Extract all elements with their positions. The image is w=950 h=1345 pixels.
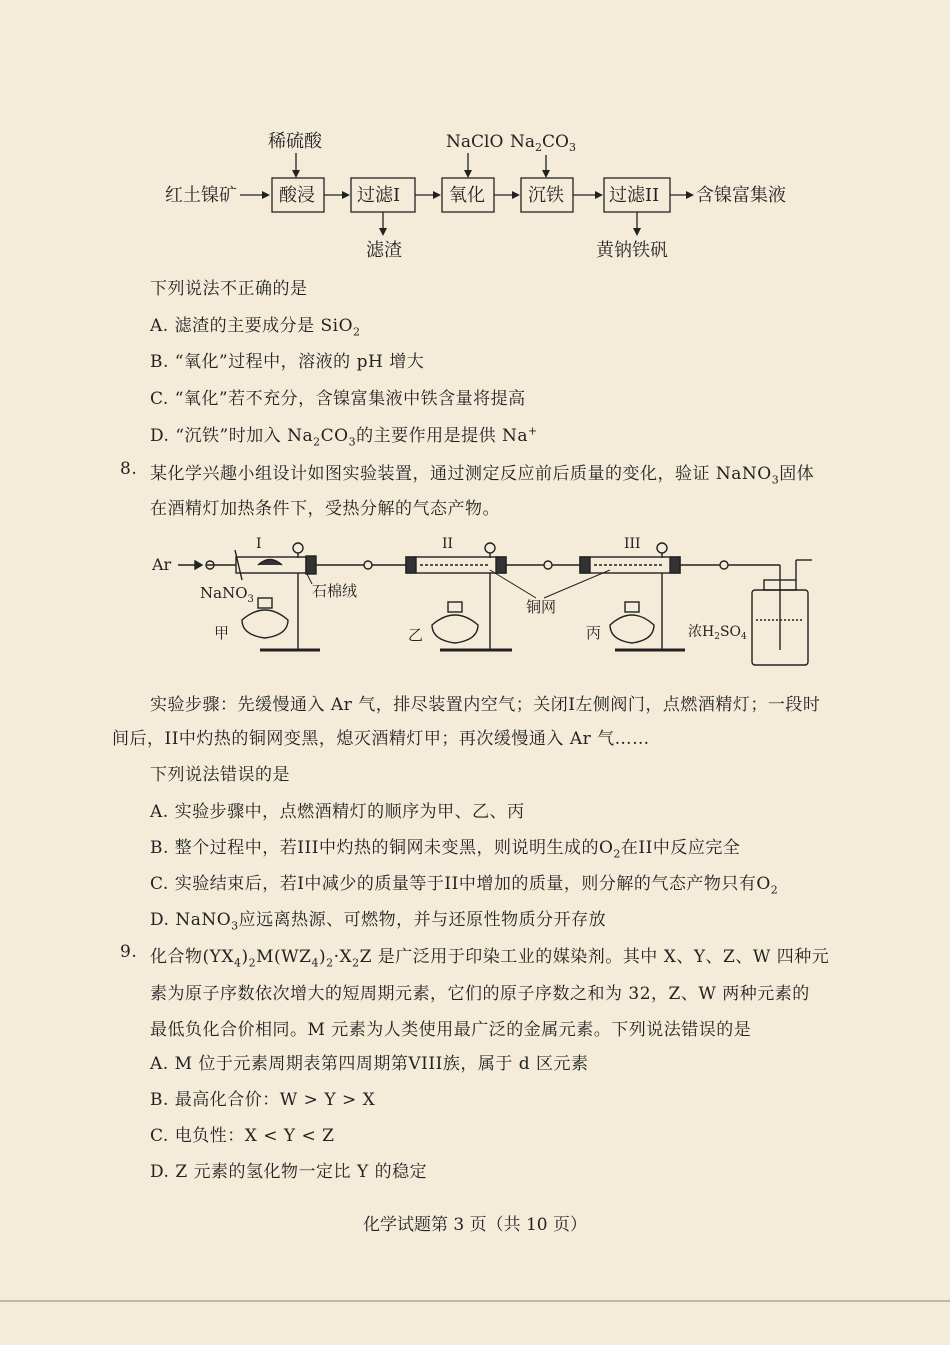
label-tube-3: III — [624, 536, 641, 552]
q7-option-a: A. 滤渣的主要成分是 SiO$_2$ — [150, 316, 361, 339]
label-nano3: NaNO$_3$ — [200, 584, 254, 605]
q9-stem-line1: 化合物$(YX_4)_2M(WZ_4)_2\cdot X_2Z$ 是广泛用于印染工业的媒染剂。其中 X、Y、Z、W 四种元 — [150, 947, 830, 970]
byproduct-jarosite: 黄钠铁矾 — [596, 240, 668, 261]
q8-number: 8. — [120, 459, 138, 479]
label-tube-1: I — [256, 536, 262, 552]
q9-option-b: B. 最高化合价：W > Y > X — [150, 1090, 376, 1110]
page-footer: 化学试题第 3 页（共 10 页） — [362, 1215, 588, 1235]
label-conc-h2so4: 浓$H_2SO_4$ — [688, 624, 747, 642]
label-copper-mesh: 铜网 — [526, 598, 557, 616]
step-iron-precipitation: 沉铁 — [528, 185, 564, 206]
experiment-apparatus-diagram — [140, 520, 820, 680]
q9-option-d: D. Z 元素的氢化物一定比 Y 的稳定 — [150, 1162, 428, 1182]
q9-stem-line2: 素为原子序数依次增大的短周期元素，它们的原子序数之和为 32，Z、W 两种元素的 — [150, 984, 810, 1004]
q7-option-c: C. “氧化”若不充分，含镍富集液中铁含量将提高 — [150, 389, 526, 409]
step-filter-1: 过滤I — [357, 185, 401, 206]
q8-stem-line1: 某化学兴趣小组设计如图实验装置，通过测定反应前后质量的变化，验证 NaNO$_3$固体 — [150, 464, 815, 487]
step-filter-2: 过滤II — [609, 185, 660, 206]
q8-steps-line1: 实验步骤：先缓慢通入 Ar 气，排尽装置内空气；关闭I左侧阀门，点燃酒精灯；一段时 — [150, 695, 821, 715]
q9-number: 9. — [120, 942, 138, 962]
label-lamp-bing: 丙 — [586, 624, 602, 642]
step-acid-leach: 酸浸 — [279, 185, 315, 206]
label-lamp-jia: 甲 — [214, 624, 230, 642]
q9-stem-line3: 最低负化合价相同。M 元素为人类使用最广泛的金属元素。下列说法错误的是 — [150, 1020, 752, 1040]
label-asbestos: 石棉绒 — [312, 582, 358, 600]
q8-option-d: D. NaNO$_3$应远离热源、可燃物，并与还原性物质分开存放 — [150, 910, 607, 933]
label-lamp-yi: 乙 — [408, 626, 424, 644]
step-oxidation: 氧化 — [449, 185, 485, 206]
q8-steps-line2: 间后，II中灼热的铜网变黑，熄灭酒精灯甲；再次缓慢通入 Ar 气…… — [112, 729, 650, 749]
q8-stem: 下列说法错误的是 — [150, 765, 290, 785]
q8-option-b: B. 整个过程中，若III中灼热的铜网未变黑，则说明生成的$O_2$在II中反应完全 — [150, 838, 741, 861]
q7-option-d: D. “沉铁”时加入 $Na_2CO_3$的主要作用是提供 Na+ — [150, 424, 538, 449]
label-ar: Ar — [152, 555, 172, 574]
scan-edge — [0, 1300, 950, 1302]
q8-option-a: A. 实验步骤中，点燃酒精灯的顺序为甲、乙、丙 — [150, 802, 525, 822]
reagent-naclo: NaClO — [446, 132, 504, 152]
process-flowchart — [0, 0, 950, 270]
byproduct-residue: 滤渣 — [366, 240, 402, 261]
q8-option-c: C. 实验结束后，若I中减少的质量等于II中增加的质量，则分解的气态产物只有$O_2$ — [150, 874, 779, 897]
q9-option-a: A. M 位于元素周期表第四周期第VIII族，属于 d 区元素 — [150, 1054, 589, 1074]
q8-stem-line2: 在酒精灯加热条件下，受热分解的气态产物。 — [150, 499, 500, 519]
reagent-na2co3: $Na_2CO_3$ — [510, 132, 576, 154]
raw-material-label: 红土镍矿 — [165, 185, 237, 206]
label-tube-2: II — [442, 536, 454, 552]
q7-stem: 下列说法不正确的是 — [150, 279, 308, 299]
q7-option-b: B. “氧化”过程中，溶液的 pH 增大 — [150, 352, 425, 372]
q9-option-c: C. 电负性：X < Y < Z — [150, 1126, 335, 1146]
product-nickel-liquor: 含镍富集液 — [696, 185, 786, 206]
reagent-sulfuric-acid: 稀硫酸 — [268, 131, 322, 152]
